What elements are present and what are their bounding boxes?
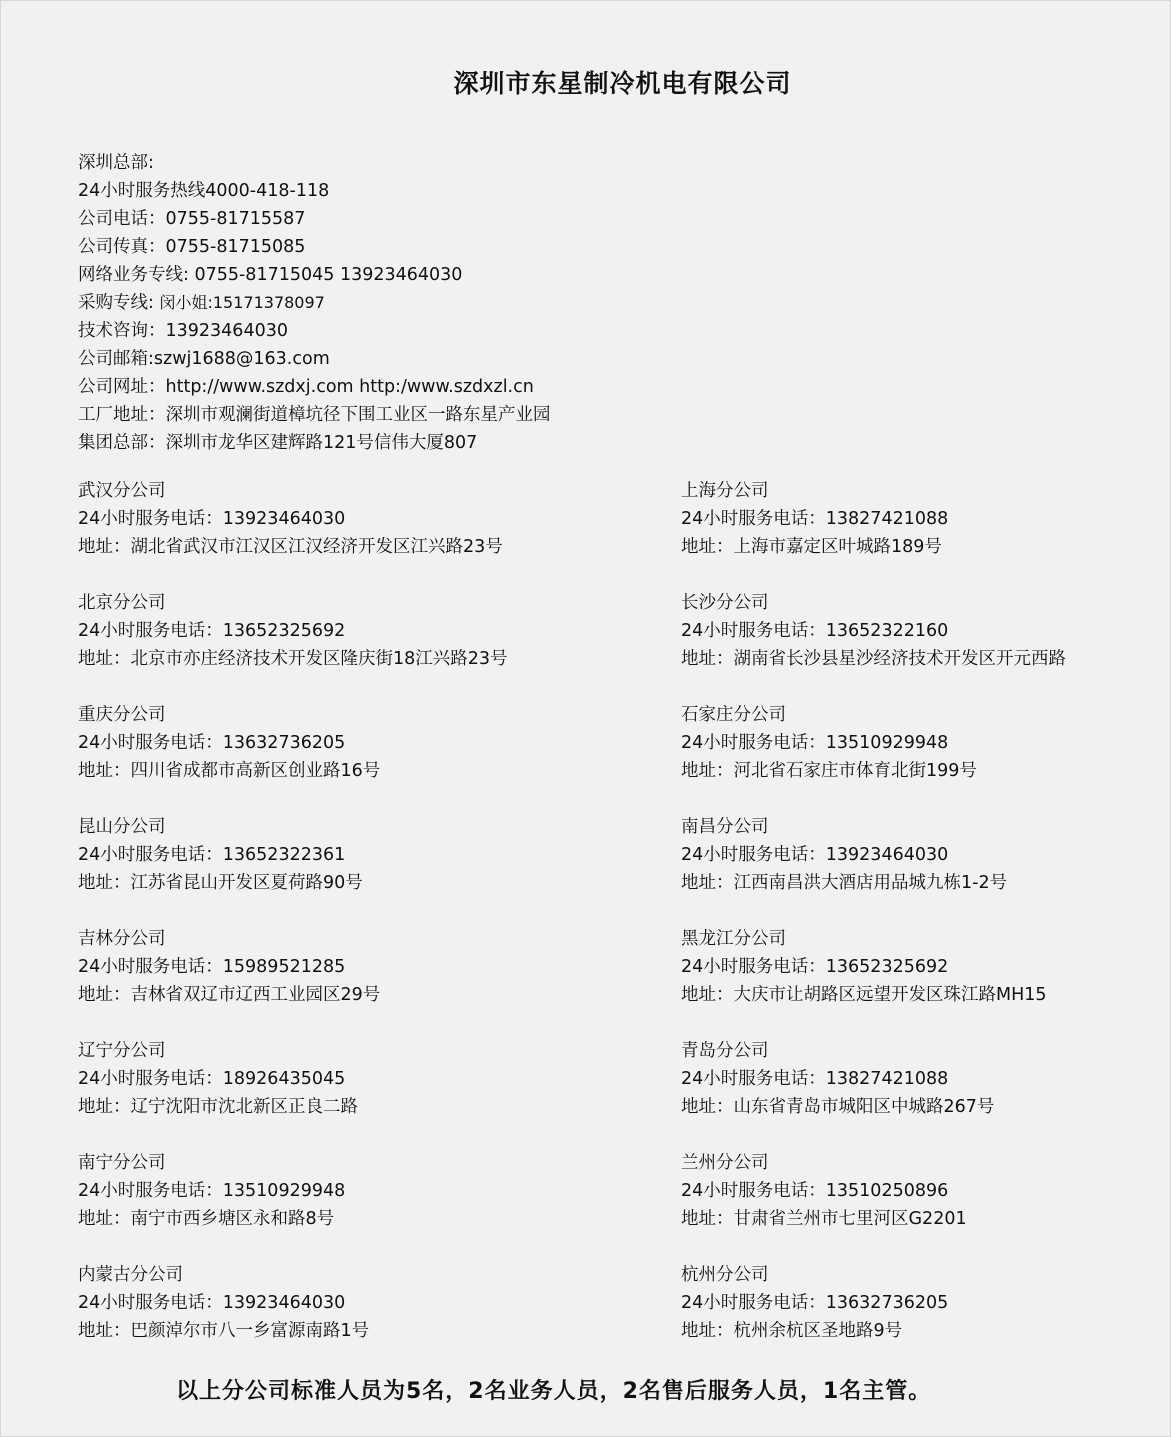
branch-name: 青岛分公司: [681, 1041, 769, 1061]
branch-name: 长沙分公司: [681, 593, 769, 613]
branch-name: 重庆分公司: [78, 705, 166, 725]
branch-address: 地址：山东省青岛市城阳区中城路267号: [681, 1097, 995, 1117]
hq-purchase: [78, 289, 551, 317]
hq-group-address: 集团总部：深圳市龙华区建辉路121号信伟大厦807: [78, 433, 478, 453]
branch-address: 地址：吉林省双辽市辽西工业园区29号: [78, 985, 381, 1005]
branch-item-beijing: [78, 589, 681, 701]
branch-item-qingdao: [681, 1037, 1158, 1149]
headquarters-info: [78, 149, 551, 457]
branch-address: 地址：上海市嘉定区叶城路189号: [681, 537, 942, 557]
branch-phone: 24小时服务电话：13652325692: [681, 957, 949, 977]
branch-name: 昆山分公司: [78, 817, 166, 837]
branch-address: 地址：巴颜淖尔市八一乡富源南路1号: [78, 1321, 370, 1341]
branch-item-kunshan: [78, 813, 681, 925]
branch-name: 内蒙古分公司: [78, 1265, 183, 1285]
hq-phone: 公司电话：0755-81715587: [78, 209, 306, 229]
staffing-note: 以上分公司标准人员为5名，2名业务人员，2名售后服务人员，1名主管。: [176, 1379, 932, 1404]
branch-item-nanchang: [681, 813, 1158, 925]
hq-purchase-label: 采购专线:: [78, 293, 160, 313]
branch-item-shanghai: [681, 477, 1158, 589]
branch-address: 地址：杭州余杭区圣地路9号: [681, 1321, 903, 1341]
branch-address: 地址：北京市亦庄经济技术开发区隆庆街18江兴路23号: [78, 649, 508, 669]
branch-address: 地址：四川省成都市高新区创业路16号: [78, 761, 381, 781]
branch-item-heilongjiang: [681, 925, 1158, 1037]
branch-phone: 24小时服务电话：13827421088: [681, 509, 949, 529]
branch-list: [78, 477, 1158, 1373]
branch-phone: 24小时服务电话：13652322361: [78, 845, 346, 865]
branch-address: 地址：河北省石家庄市体育北街199号: [681, 761, 977, 781]
branch-item-chongqing: [78, 701, 681, 813]
branch-name: 北京分公司: [78, 593, 166, 613]
branch-item-changsha: [681, 589, 1158, 701]
branch-name: 上海分公司: [681, 481, 769, 501]
branch-name: 吉林分公司: [78, 929, 166, 949]
hq-purchase-contact: 闵小姐:15171378097: [159, 293, 325, 312]
branch-phone: 24小时服务电话：13923464030: [78, 509, 346, 529]
branch-phone: 24小时服务电话：15989521285: [78, 957, 346, 977]
branch-address: 地址：湖南省长沙县星沙经济技术开发区开元西路: [681, 649, 1066, 669]
company-title: 深圳市东星制冷机电有限公司: [453, 69, 792, 98]
branch-phone: 24小时服务电话：13510929948: [78, 1181, 346, 1201]
branch-item-hangzhou: [681, 1261, 1158, 1373]
branch-address: 地址：大庆市让胡路区远望开发区珠江路MH15: [681, 985, 1047, 1005]
branch-phone: 24小时服务电话：13923464030: [681, 845, 949, 865]
branch-name: 南宁分公司: [78, 1153, 166, 1173]
branch-phone: 24小时服务电话：13510929948: [681, 733, 949, 753]
hq-fax: 公司传真：0755-81715085: [78, 237, 306, 257]
branch-address: 地址：湖北省武汉市江汉区江汉经济开发区江兴路23号: [78, 537, 503, 557]
branch-item-nanning: [78, 1149, 681, 1261]
branch-address: 地址：甘肃省兰州市七里河区G2201: [681, 1209, 967, 1229]
hq-online-business: 网络业务专线: 0755-81715045 13923464030: [78, 265, 463, 285]
hq-email: 公司邮箱:szwj1688@163.com: [78, 349, 330, 369]
hq-label: 深圳总部:: [78, 153, 154, 173]
branch-name: 南昌分公司: [681, 817, 769, 837]
branch-item-lanzhou: [681, 1149, 1158, 1261]
branch-phone: 24小时服务电话：13632736205: [78, 733, 346, 753]
branch-address: 地址：南宁市西乡塘区永和路8号: [78, 1209, 335, 1229]
branch-name: 石家庄分公司: [681, 705, 786, 725]
branch-phone: 24小时服务电话：13510250896: [681, 1181, 949, 1201]
branch-item-shijiazhuang: [681, 701, 1158, 813]
branch-phone: 24小时服务电话：13923464030: [78, 1293, 346, 1313]
branch-phone: 24小时服务电话：13652322160: [681, 621, 949, 641]
hq-website: 公司网址：http://www.szdxj.com http:/www.szdxzl.cn: [78, 377, 534, 397]
branch-address: 地址：辽宁沈阳市沈北新区正良二路: [78, 1097, 358, 1117]
branch-phone: 24小时服务电话：13632736205: [681, 1293, 949, 1313]
branch-item-liaoning: [78, 1037, 681, 1149]
hq-tech-consult: 技术咨询：13923464030: [78, 321, 288, 341]
branch-name: 杭州分公司: [681, 1265, 769, 1285]
hq-hotline: 24小时服务热线4000-418-118: [78, 181, 330, 201]
branch-address: 地址：江苏省昆山开发区夏荷路90号: [78, 873, 363, 893]
branch-name: 辽宁分公司: [78, 1041, 166, 1061]
branch-item-wuhan: [78, 477, 681, 589]
branch-name: 黑龙江分公司: [681, 929, 786, 949]
branch-address: 地址：江西南昌洪大酒店用品城九栋1-2号: [681, 873, 1008, 893]
branch-phone: 24小时服务电话：13652325692: [78, 621, 346, 641]
branch-name: 兰州分公司: [681, 1153, 769, 1173]
branch-name: 武汉分公司: [78, 481, 166, 501]
branch-item-neimenggu: [78, 1261, 681, 1373]
hq-factory-address: 工厂地址：深圳市观澜街道樟坑径下围工业区一路东星产业园: [78, 405, 551, 425]
branch-phone: 24小时服务电话：18926435045: [78, 1069, 346, 1089]
branch-item-jilin: [78, 925, 681, 1037]
branch-phone: 24小时服务电话：13827421088: [681, 1069, 949, 1089]
